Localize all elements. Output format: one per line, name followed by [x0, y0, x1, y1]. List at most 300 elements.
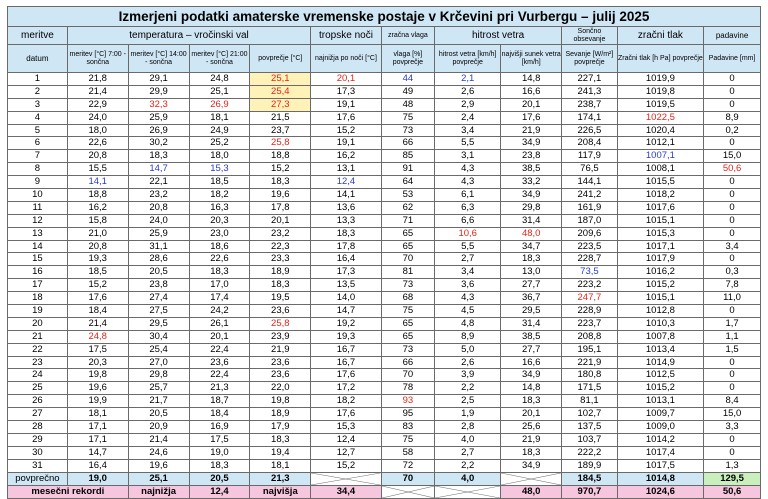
table-row [8, 266, 761, 279]
cell-tlak: 1015,1 [617, 292, 703, 305]
table-row [8, 317, 761, 330]
cell-pad: 0,3 [704, 266, 761, 279]
records-sev: 970,7 [562, 485, 618, 498]
cell-tlak: 1017,4 [617, 446, 703, 459]
table-row [8, 421, 761, 434]
cell-sunek: 27,7 [501, 343, 562, 356]
cell-sev: 117,9 [562, 150, 618, 163]
cell-sunek: 36,7 [501, 292, 562, 305]
table-row [8, 73, 761, 86]
cell-najn: 16,7 [311, 356, 381, 369]
cell-t21: 24,2 [189, 305, 250, 318]
cell-tlak: 1009,7 [617, 408, 703, 421]
cell-sev: 189,9 [562, 459, 618, 472]
cell-vlaga: 71 [381, 214, 434, 227]
cell-sunek: 16,6 [501, 85, 562, 98]
cell-vlaga: 66 [381, 356, 434, 369]
cell-najn: 17,3 [311, 85, 381, 98]
cell-tlak: 1016,2 [617, 266, 703, 279]
cell-datum: 19 [8, 305, 68, 318]
cell-t7: 21,4 [67, 317, 128, 330]
cell-sunek: 16,6 [501, 356, 562, 369]
records-najnizja-label: najnižja [128, 485, 189, 498]
cell-t21: 26,9 [189, 98, 250, 111]
cell-t21: 17,0 [189, 279, 250, 292]
cell-datum: 18 [8, 292, 68, 305]
cell-najn: 19,2 [311, 317, 381, 330]
cell-najn: 14,1 [311, 189, 381, 202]
cell-tlak: 1022,5 [617, 111, 703, 124]
cell-t21: 18,3 [189, 266, 250, 279]
table-row [8, 330, 761, 343]
cell-sunek: 34,9 [501, 189, 562, 202]
cell-t21: 21,3 [189, 382, 250, 395]
cell-vlaga: 75 [381, 111, 434, 124]
table-row [8, 253, 761, 266]
cell-sunek: 27,7 [501, 279, 562, 292]
cell-t21: 24,8 [189, 73, 250, 86]
table-row [8, 292, 761, 305]
average-tlak: 1014,8 [617, 472, 703, 485]
cell-veter: 2,6 [435, 356, 501, 369]
cell-pad: 0 [704, 356, 761, 369]
cell-tlak: 1008,1 [617, 163, 703, 176]
cell-t14: 23,2 [128, 189, 189, 202]
cell-t14: 25,7 [128, 382, 189, 395]
cell-povp: 19,6 [250, 189, 311, 202]
cell-veter: 3,6 [435, 279, 501, 292]
cell-sev: 195,1 [562, 343, 618, 356]
cell-povp: 25,8 [250, 137, 311, 150]
cell-sunek: 21,9 [501, 433, 562, 446]
group-temperatura: temperatura – vročinski val [67, 27, 310, 45]
cell-veter: 6,1 [435, 189, 501, 202]
cell-sunek: 38,5 [501, 330, 562, 343]
cell-najn: 17,2 [311, 382, 381, 395]
cell-t21: 15,3 [189, 163, 250, 176]
cell-t7: 24,0 [67, 111, 128, 124]
cell-tlak: 1007,8 [617, 330, 703, 343]
table-row [8, 111, 761, 124]
cell-vlaga: 78 [381, 382, 434, 395]
page-title: Izmerjeni podatki amaterske vremenske postaje v Krčevini pri Vurbergu – julij 2025 [8, 7, 761, 27]
average-t21: 20,5 [189, 472, 250, 485]
cell-tlak: 1017,5 [617, 459, 703, 472]
cell-sunek: 31,4 [501, 317, 562, 330]
cell-tlak: 1007,1 [617, 150, 703, 163]
group-hitrost-vetra: hitrost vetra [435, 27, 562, 45]
cell-najn: 17,6 [311, 408, 381, 421]
cell-tlak: 1012,1 [617, 137, 703, 150]
table-row [8, 124, 761, 137]
average-sunek-empty [501, 472, 562, 485]
table-row [8, 408, 761, 421]
cell-veter: 2,7 [435, 446, 501, 459]
cell-vlaga: 65 [381, 240, 434, 253]
cell-pad: 3,3 [704, 421, 761, 434]
cell-sunek: 18,3 [501, 395, 562, 408]
cell-sev: 222,2 [562, 446, 618, 459]
cell-veter: 3,9 [435, 369, 501, 382]
cell-datum: 5 [8, 124, 68, 137]
cell-datum: 24 [8, 369, 68, 382]
cell-sev: 247,7 [562, 292, 618, 305]
cell-povp: 17,8 [250, 201, 311, 214]
cell-sev: 171,5 [562, 382, 618, 395]
cell-povp: 25,1 [250, 73, 311, 86]
cell-vlaga: 73 [381, 124, 434, 137]
cell-tlak: 1019,9 [617, 73, 703, 86]
cell-tlak: 1012,5 [617, 369, 703, 382]
cell-t7: 20,8 [67, 150, 128, 163]
cell-pad: 0 [704, 189, 761, 202]
cell-najn: 14,0 [311, 292, 381, 305]
cell-najn: 18,3 [311, 227, 381, 240]
cell-t21: 23,6 [189, 356, 250, 369]
cell-povp: 18,3 [250, 279, 311, 292]
cell-vlaga: 66 [381, 137, 434, 150]
cell-sev: 228,9 [562, 305, 618, 318]
cell-tlak: 1014,2 [617, 433, 703, 446]
cell-veter: 4,5 [435, 305, 501, 318]
table-row [8, 227, 761, 240]
cell-vlaga: 95 [381, 408, 434, 421]
cell-sev: 226,5 [562, 124, 618, 137]
cell-najn: 16,2 [311, 150, 381, 163]
cell-t14: 30,4 [128, 330, 189, 343]
cell-pad: 0 [704, 305, 761, 318]
group-tropske: tropske noči [311, 27, 381, 45]
cell-pad: 0 [704, 201, 761, 214]
cell-datum: 20 [8, 317, 68, 330]
average-pad: 129,5 [704, 472, 761, 485]
cell-veter: 2,2 [435, 382, 501, 395]
cell-t7: 19,8 [67, 369, 128, 382]
cell-t21: 17,5 [189, 433, 250, 446]
cell-najn: 15,2 [311, 124, 381, 137]
cell-najn: 12,7 [311, 446, 381, 459]
cell-sev: 227,1 [562, 73, 618, 86]
cell-sunek: 14,8 [501, 73, 562, 86]
cell-t21: 18,5 [189, 176, 250, 189]
cell-povp: 21,9 [250, 343, 311, 356]
cell-tlak: 1013,1 [617, 395, 703, 408]
cell-t14: 24,6 [128, 446, 189, 459]
cell-datum: 28 [8, 421, 68, 434]
cell-t7: 17,1 [67, 421, 128, 434]
cell-pad: 1,5 [704, 343, 761, 356]
cell-t7: 21,0 [67, 227, 128, 240]
cell-pad: 50,6 [704, 163, 761, 176]
cell-povp: 19,8 [250, 395, 311, 408]
cell-najn: 14,7 [311, 305, 381, 318]
table-row [8, 369, 761, 382]
cell-povp: 22,3 [250, 240, 311, 253]
cell-pad: 0 [704, 137, 761, 150]
cell-datum: 7 [8, 150, 68, 163]
table-row [8, 240, 761, 253]
cell-tlak: 1015,1 [617, 214, 703, 227]
cell-t21: 18,1 [189, 111, 250, 124]
cell-vlaga: 75 [381, 433, 434, 446]
cell-t14: 26,9 [128, 124, 189, 137]
cell-najn: 18,2 [311, 395, 381, 408]
average-t7: 19,0 [67, 472, 128, 485]
cell-veter: 2,9 [435, 98, 501, 111]
cell-t7: 22,9 [67, 98, 128, 111]
records-pad: 50,6 [704, 485, 761, 498]
cell-t7: 18,1 [67, 408, 128, 421]
cell-sunek: 34,9 [501, 459, 562, 472]
cell-vlaga: 91 [381, 163, 434, 176]
table-row [8, 214, 761, 227]
cell-vlaga: 64 [381, 176, 434, 189]
cell-povp: 20,1 [250, 214, 311, 227]
cell-povp: 23,2 [250, 227, 311, 240]
cell-sev: 180,8 [562, 369, 618, 382]
cell-datum: 25 [8, 382, 68, 395]
cell-t21: 22,4 [189, 343, 250, 356]
cell-sunek: 21,9 [501, 124, 562, 137]
cell-povp: 19,4 [250, 446, 311, 459]
average-vlaga: 70 [381, 472, 434, 485]
cell-tlak: 1019,5 [617, 98, 703, 111]
cell-sev: 228,7 [562, 253, 618, 266]
cell-pad: 0 [704, 253, 761, 266]
cell-tlak: 1015,5 [617, 176, 703, 189]
cell-vlaga: 73 [381, 279, 434, 292]
cell-t7: 24,8 [67, 330, 128, 343]
cell-t14: 27,5 [128, 305, 189, 318]
cell-pad: 15,0 [704, 150, 761, 163]
cell-sev: 81,1 [562, 395, 618, 408]
cell-sunek: 18,3 [501, 253, 562, 266]
cell-povp: 23,6 [250, 356, 311, 369]
cell-veter: 2,5 [435, 395, 501, 408]
cell-t7: 22,6 [67, 137, 128, 150]
cell-najn: 13,5 [311, 279, 381, 292]
cell-t21: 19,0 [189, 446, 250, 459]
cell-t21: 25,2 [189, 137, 250, 150]
cell-t7: 18,8 [67, 189, 128, 202]
cell-t7: 21,4 [67, 85, 128, 98]
cell-t14: 29,9 [128, 85, 189, 98]
cell-pad: 0 [704, 433, 761, 446]
cell-pad: 0 [704, 382, 761, 395]
cell-t7: 15,5 [67, 163, 128, 176]
table-row [8, 382, 761, 395]
cell-najn: 16,4 [311, 253, 381, 266]
cell-pad: 0 [704, 73, 761, 86]
cell-pad: 0 [704, 446, 761, 459]
cell-povp: 17,9 [250, 421, 311, 434]
cell-veter: 3,4 [435, 124, 501, 137]
daily-data [8, 73, 761, 473]
cell-t14: 23,8 [128, 279, 189, 292]
cell-sunek: 48,0 [501, 227, 562, 240]
cell-povp: 25,4 [250, 85, 311, 98]
table-row [8, 189, 761, 202]
cell-veter: 2,7 [435, 253, 501, 266]
cell-t14: 25,4 [128, 343, 189, 356]
cell-t7: 17,6 [67, 292, 128, 305]
cell-pad: 0,2 [704, 124, 761, 137]
cell-najn: 12,4 [311, 433, 381, 446]
cell-t21: 26,1 [189, 317, 250, 330]
cell-tlak: 1015,2 [617, 382, 703, 395]
weather-table [7, 6, 761, 499]
cell-sev: 208,8 [562, 330, 618, 343]
cell-tlak: 1015,2 [617, 279, 703, 292]
records-tlak: 1024,6 [617, 485, 703, 498]
cell-sunek: 34,9 [501, 137, 562, 150]
cell-veter: 2,2 [435, 459, 501, 472]
cell-sev: 208,4 [562, 137, 618, 150]
cell-t21: 16,3 [189, 201, 250, 214]
cell-sunek: 31,4 [501, 214, 562, 227]
table-row [8, 395, 761, 408]
cell-sev: 174,1 [562, 111, 618, 124]
cell-sev: 161,9 [562, 201, 618, 214]
cell-datum: 3 [8, 98, 68, 111]
cell-veter: 4,3 [435, 176, 501, 189]
cell-datum: 21 [8, 330, 68, 343]
cell-najn: 13,3 [311, 214, 381, 227]
cell-t14: 29,1 [128, 73, 189, 86]
cell-sunek: 38,5 [501, 163, 562, 176]
cell-t21: 18,6 [189, 240, 250, 253]
cell-tlak: 1020,4 [617, 124, 703, 137]
records-najvisja-label: najvišja [250, 485, 311, 498]
cell-t7: 20,8 [67, 240, 128, 253]
cell-sev: 221,9 [562, 356, 618, 369]
table-row [8, 201, 761, 214]
cell-veter: 6,3 [435, 201, 501, 214]
cell-sev: 223,2 [562, 279, 618, 292]
cell-veter: 1,9 [435, 408, 501, 421]
table-row [8, 137, 761, 150]
cell-najn: 19,3 [311, 330, 381, 343]
cell-pad: 0 [704, 227, 761, 240]
average-najn-empty [311, 472, 381, 485]
cell-t7: 14,7 [67, 446, 128, 459]
cell-t21: 24,9 [189, 124, 250, 137]
cell-povp: 18,3 [250, 176, 311, 189]
cell-povp: 18,3 [250, 433, 311, 446]
column-header-row [8, 45, 761, 73]
table-row [8, 163, 761, 176]
average-label: povprečno [8, 472, 68, 485]
cell-vlaga: 49 [381, 85, 434, 98]
col-vlaga: vlaga [%] povprečje [381, 45, 434, 73]
average-t14: 25,1 [128, 472, 189, 485]
cell-veter: 5,0 [435, 343, 501, 356]
cell-vlaga: 93 [381, 395, 434, 408]
cell-veter: 2,1 [435, 73, 501, 86]
records-najvisja: 34,4 [311, 485, 381, 498]
cell-vlaga: 48 [381, 98, 434, 111]
cell-datum: 11 [8, 201, 68, 214]
cell-najn: 17,6 [311, 369, 381, 382]
cell-t21: 20,1 [189, 330, 250, 343]
cell-najn: 17,6 [311, 111, 381, 124]
cell-veter: 2,4 [435, 111, 501, 124]
average-row [8, 472, 761, 485]
cell-t7: 17,5 [67, 343, 128, 356]
cell-tlak: 1009,0 [617, 421, 703, 434]
cell-veter: 8,9 [435, 330, 501, 343]
cell-vlaga: 72 [381, 459, 434, 472]
cell-t14: 19,6 [128, 459, 189, 472]
cell-vlaga: 65 [381, 330, 434, 343]
cell-veter: 2,8 [435, 421, 501, 434]
table-row [8, 85, 761, 98]
cell-sunek: 23,8 [501, 150, 562, 163]
cell-t14: 21,4 [128, 433, 189, 446]
cell-datum: 27 [8, 408, 68, 421]
cell-t21: 23,0 [189, 227, 250, 240]
cell-t7: 18,4 [67, 305, 128, 318]
cell-datum: 22 [8, 343, 68, 356]
cell-povp: 22,0 [250, 382, 311, 395]
cell-t14: 31,1 [128, 240, 189, 253]
cell-najn: 12,4 [311, 176, 381, 189]
records-veter-empty [435, 485, 501, 498]
col-pad: Padavine [mm] [704, 45, 761, 73]
cell-datum: 23 [8, 356, 68, 369]
cell-datum: 29 [8, 433, 68, 446]
cell-t7: 19,3 [67, 253, 128, 266]
table-row [8, 446, 761, 459]
cell-sev: 103,7 [562, 433, 618, 446]
cell-sunek: 17,6 [501, 111, 562, 124]
cell-pad: 0 [704, 98, 761, 111]
col-najn: najnižja po noči [°C] [311, 45, 381, 73]
cell-veter: 10,6 [435, 227, 501, 240]
cell-sev: 102,7 [562, 408, 618, 421]
cell-povp: 19,5 [250, 292, 311, 305]
cell-sev: 241,3 [562, 85, 618, 98]
average-sev: 184,5 [562, 472, 618, 485]
cell-vlaga: 70 [381, 253, 434, 266]
table-row [8, 433, 761, 446]
cell-veter: 6,6 [435, 214, 501, 227]
cell-tlak: 1014,9 [617, 356, 703, 369]
cell-tlak: 1017,1 [617, 240, 703, 253]
cell-t7: 15,2 [67, 279, 128, 292]
table-row [8, 150, 761, 163]
table-row [8, 459, 761, 472]
group-zracna-vlaga: zračna vlaga [381, 27, 434, 45]
cell-sev: 137,5 [562, 421, 618, 434]
cell-pad: 8,9 [704, 111, 761, 124]
cell-pad: 1,3 [704, 459, 761, 472]
cell-vlaga: 83 [381, 421, 434, 434]
cell-sunek: 20,1 [501, 408, 562, 421]
cell-t14: 20,9 [128, 421, 189, 434]
cell-najn: 17,3 [311, 266, 381, 279]
cell-t14: 32,3 [128, 98, 189, 111]
cell-pad: 0 [704, 369, 761, 382]
cell-datum: 8 [8, 163, 68, 176]
cell-t21: 18,0 [189, 150, 250, 163]
cell-sev: 76,5 [562, 163, 618, 176]
cell-datum: 1 [8, 73, 68, 86]
cell-povp: 21,5 [250, 111, 311, 124]
cell-vlaga: 68 [381, 292, 434, 305]
cell-sev: 241,2 [562, 189, 618, 202]
cell-t14: 18,3 [128, 150, 189, 163]
